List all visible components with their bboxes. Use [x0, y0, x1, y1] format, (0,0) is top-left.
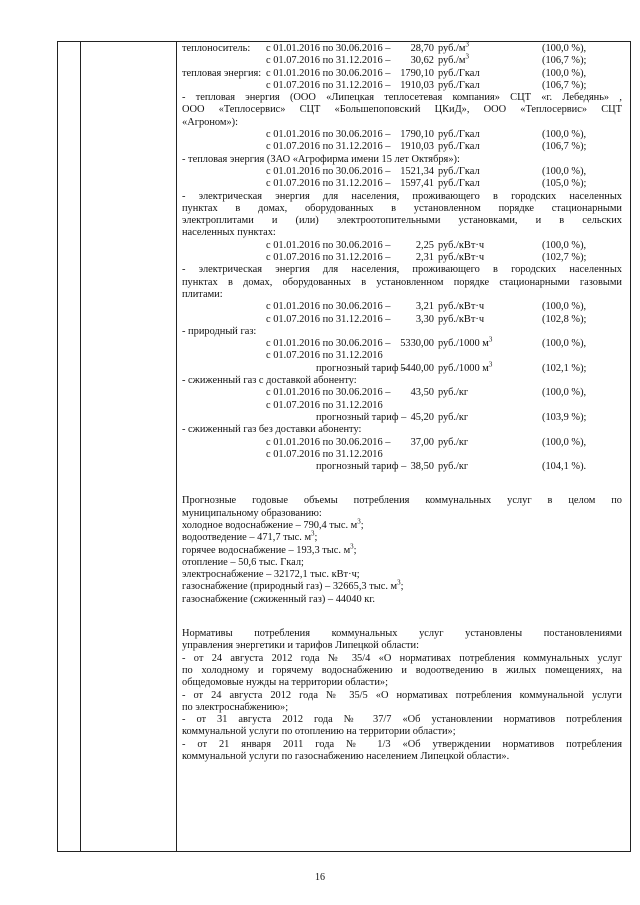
tariff-percent: (102,8 %); [542, 313, 587, 325]
paragraph-line: плитами: [182, 288, 223, 300]
tariff-period: с 01.01.2016 по 30.06.2016 – [266, 338, 391, 350]
tariff-percent: (106,7 %); [542, 55, 587, 67]
tariff-value: 1521,34 [400, 165, 434, 177]
tariff-percent: (106,7 %); [542, 141, 587, 153]
tariff-unit: руб./Гкал [438, 178, 480, 190]
paragraph-line: - сжиженный газ без доставки абоненту: [182, 424, 362, 436]
tariff-period: с 01.07.2016 по 31.12.2016 [266, 448, 383, 460]
paragraph-line: - электрическая энергия для населения, проживающего в городских населенных [182, 190, 622, 202]
tariff-row-electricity [182, 240, 622, 252]
tariff-value: 30,62 [410, 55, 434, 67]
tariff-row-lpg-delivery-forecast [182, 412, 622, 424]
volume-item: горячее водоснабжение – 193,3 тыс. $м^3$; [182, 542, 357, 556]
tariff-value: 43,50 [410, 387, 434, 399]
tariff-row-lpg-delivery [182, 387, 622, 399]
tariff-unit: руб./кг [438, 387, 469, 399]
tariff-period: с 01.01.2016 по 30.06.2016 – [266, 43, 391, 54]
paragraph-line: Прогнозные годовые объемы потребления коммунальных услуг в целом по [182, 495, 622, 507]
tariff-percent: (106,7 %); [542, 79, 587, 91]
tariff-percent: (100,0 %), [542, 338, 587, 350]
tariff-value: 37,00 [410, 436, 434, 448]
tariff-unit: руб./Гкал [438, 141, 480, 153]
tariff-percent: (100,0 %), [542, 43, 587, 54]
tariff-row-heat-energy-ooo [182, 141, 622, 153]
tariff-value: 1597,41 [400, 178, 434, 190]
paragraph-line: - тепловая энергия (ЗАО «Агрофирма имени 15 лет Октября»): [182, 153, 460, 165]
tariff-unit: руб./Гкал [438, 67, 480, 79]
volume-item: холодное водоснабжение – 790,4 тыс. $м^3$; [182, 517, 364, 531]
tariff-value: 1910,03 [400, 141, 434, 153]
tariff-value: 2,31 [415, 252, 434, 264]
tariff-period: с 01.07.2016 по 31.12.2016 [266, 399, 383, 411]
paragraph-line: - природный газ: [182, 325, 257, 337]
paragraph-line: ООО «Теплосервис» СЦТ «Большепоповский ЦКиД», ООО «Теплосервис» СЦТ [182, 104, 622, 116]
tariff-unit: руб./кВт·ч [438, 252, 485, 264]
tariff-period: с 01.01.2016 по 30.06.2016 – [266, 67, 391, 79]
tariff-percent: (100,0 %), [542, 301, 587, 313]
tariff-percent: (100,0 %), [542, 67, 587, 79]
paragraph-line: Нормативы потребления коммунальных услуг установлены постановлениями [182, 628, 622, 640]
tariff-value: 28,70 [410, 43, 434, 54]
volume-item: газоснабжение (сжиженный газ) – 44040 кг. [182, 593, 376, 605]
tariff-period: с 01.07.2016 по 31.12.2016 – [266, 313, 391, 325]
tariff-unit: руб./кВт·ч [438, 301, 485, 313]
paragraph-line: по холодному и горячему водоснабжению и водоотведению в жилых помещениях, на [182, 664, 622, 676]
paragraph-line: пунктах в домах, оборудованных в установленном порядке стационарными [182, 202, 622, 214]
tariff-period: с 01.01.2016 по 30.06.2016 – [266, 301, 391, 313]
tariff-percent: (103,9 %); [542, 411, 587, 423]
paragraph-line: - тепловая энергия (ООО «Липецкая теплосетевая компания» СЦТ «г. Лебедянь» , [182, 92, 622, 104]
paragraph-line: населенных пунктах: [182, 227, 276, 239]
tariff-value: 38,50 [410, 461, 434, 473]
tariff-row-electricity [182, 252, 622, 264]
tariff-value: 5440,00 [400, 362, 434, 374]
tariff-period: прогнозный тариф – [316, 461, 407, 473]
tariff-value: 1790,10 [400, 67, 434, 79]
tariff-unit: руб./кВт·ч [438, 313, 485, 325]
paragraph-line: - от 24 августа 2012 года № 35/5 «О нормативах потребления коммунальной услуги [182, 689, 622, 701]
paragraph-line: пунктах в домах, оборудованных в установленном порядке стационарными газовыми [182, 276, 622, 288]
paragraph-line: коммунальной услуги по газоснабжению населением Липецкой области». [182, 751, 510, 763]
tariff-period: прогнозный тариф – [316, 362, 407, 374]
tariff-period: с 01.01.2016 по 30.06.2016 – [266, 387, 391, 399]
tariff-period: с 01.01.2016 по 30.06.2016 – [266, 129, 391, 141]
tariff-period: с 01.07.2016 по 31.12.2016 – [266, 252, 391, 264]
tariff-value: 1910,03 [400, 79, 434, 91]
tariff-row-electricity-gas-stoves [182, 301, 622, 313]
tariff-period: с 01.07.2016 по 31.12.2016 [266, 350, 383, 362]
tariff-unit: руб./кг [438, 461, 469, 473]
paragraph-line: - от 21 января 2011 года № 1/3 «Об утверждении нормативов потребления [182, 738, 622, 750]
tariff-period: с 01.07.2016 по 31.12.2016 – [266, 141, 391, 153]
tariff-percent: (100,0 %), [542, 129, 587, 141]
tariff-percent: (100,0 %), [542, 387, 587, 399]
tariff-row-lpg-nodelivery [182, 449, 622, 461]
tariff-unit: руб./кг [438, 436, 469, 448]
tariff-row-natural-gas [182, 350, 622, 362]
tariff-unit: руб./1000 $м^3$ [438, 335, 493, 350]
paragraph-line: - сжиженный газ с доставкой абоненту: [182, 375, 357, 387]
spacer [182, 617, 622, 628]
tariff-period: с 01.07.2016 по 31.12.2016 – [266, 55, 391, 67]
volume-item: водоотведение – 471,7 тыс. $м^3$; [182, 529, 318, 544]
tariff-unit: руб./Гкал [438, 165, 480, 177]
tariff-period: с 01.01.2016 по 30.06.2016 – [266, 165, 391, 177]
tariff-row-heat-carrier [182, 52, 622, 67]
paragraph-line: коммунальной услуги по отоплению на территории области»; [182, 726, 456, 738]
tariff-row-heat-energy [182, 68, 622, 80]
tariff-row-heat-energy-ooo [182, 129, 622, 141]
spacer [182, 484, 622, 495]
tariff-period: с 01.01.2016 по 30.06.2016 – [266, 436, 391, 448]
paragraph-line: общедомовые нужды на территории области»; [182, 677, 388, 689]
tariff-percent: (102,7 %); [542, 252, 587, 264]
tariff-unit: $руб./м^3$ [438, 52, 469, 67]
tariff-unit: руб./кВт·ч [438, 239, 485, 251]
tariff-unit: $руб./м^3$ [438, 40, 469, 54]
tariff-percent: (105,0 %); [542, 178, 587, 190]
tariff-value: 3,30 [415, 313, 434, 325]
paragraph-line: муниципальному образованию: [182, 507, 322, 519]
tariff-category-label: тепловая энергия: [182, 67, 262, 79]
tariff-row-lpg-delivery [182, 400, 622, 412]
tariff-value: 1790,10 [400, 129, 434, 141]
volume-item: отопление – 50,6 тыс. Гкал; [182, 556, 304, 568]
tariff-period: с 01.01.2016 по 30.06.2016 – [266, 239, 391, 251]
table-column-divider [80, 42, 81, 851]
tariff-percent: (100,0 %), [542, 436, 587, 448]
tariff-row-lpg-nodelivery-forecast [182, 461, 622, 473]
paragraph-line: - от 24 августа 2012 года № 35/4 «О нормативах потребления коммунальных услуг [182, 652, 622, 664]
tariff-row-heat-energy [182, 80, 622, 92]
paragraph-line: - от 31 августа 2012 года № 37/7 «Об установлении нормативов потребления [182, 714, 622, 726]
tariff-row-lpg-nodelivery [182, 437, 622, 449]
table-content-cell [182, 40, 622, 763]
paragraph-line: по электроснабжению»; [182, 701, 289, 713]
tariff-percent: (104,1 %). [542, 461, 587, 473]
tariff-category-label: теплоноситель: [182, 43, 251, 54]
tariff-row-natural-gas-forecast [182, 360, 622, 375]
paragraph-line: управления энергетики и тарифов Липецкой области: [182, 640, 419, 652]
tariff-percent: (100,0 %), [542, 239, 587, 251]
table-column-divider [176, 42, 177, 851]
tariff-value: 45,20 [410, 411, 434, 423]
tariff-percent: (102,1 %); [542, 362, 587, 374]
paragraph-line: «Агроном»): [182, 116, 239, 128]
tariff-row-heat-energy-zao [182, 166, 622, 178]
tariff-row-natural-gas [182, 335, 622, 350]
spacer [182, 473, 622, 484]
tariff-value: 2,25 [415, 239, 434, 251]
volume-item: электроснабжение – 32172,1 тыс. кВт·ч; [182, 569, 360, 581]
tariff-unit: руб./1000 $м^3$ [438, 360, 493, 374]
paragraph-line: - электрическая энергия для населения, проживающего в городских населенных [182, 264, 622, 276]
tariff-row-electricity-gas-stoves [182, 314, 622, 326]
tariff-period: с 01.07.2016 по 31.12.2016 – [266, 178, 391, 190]
tariff-row-heat-carrier [182, 40, 622, 55]
tariff-unit: руб./Гкал [438, 129, 480, 141]
tariff-value: 3,21 [415, 301, 434, 313]
tariff-unit: руб./кг [438, 411, 469, 423]
paragraph-line: электроплитами и (или) электроотопительными установками, и в сельских [182, 215, 622, 227]
tariff-period: прогнозный тариф – [316, 411, 407, 423]
spacer [182, 606, 622, 617]
tariff-unit: руб./Гкал [438, 79, 480, 91]
tariff-row-heat-energy-zao [182, 178, 622, 190]
tariff-period: с 01.07.2016 по 31.12.2016 – [266, 79, 391, 91]
tariff-percent: (100,0 %), [542, 165, 587, 177]
page-number: 16 [315, 872, 325, 883]
volume-item: газоснабжение (природный газ) – 32665,3 тыс. $м^3$; [182, 579, 404, 593]
tariff-value: 5330,00 [400, 338, 434, 350]
